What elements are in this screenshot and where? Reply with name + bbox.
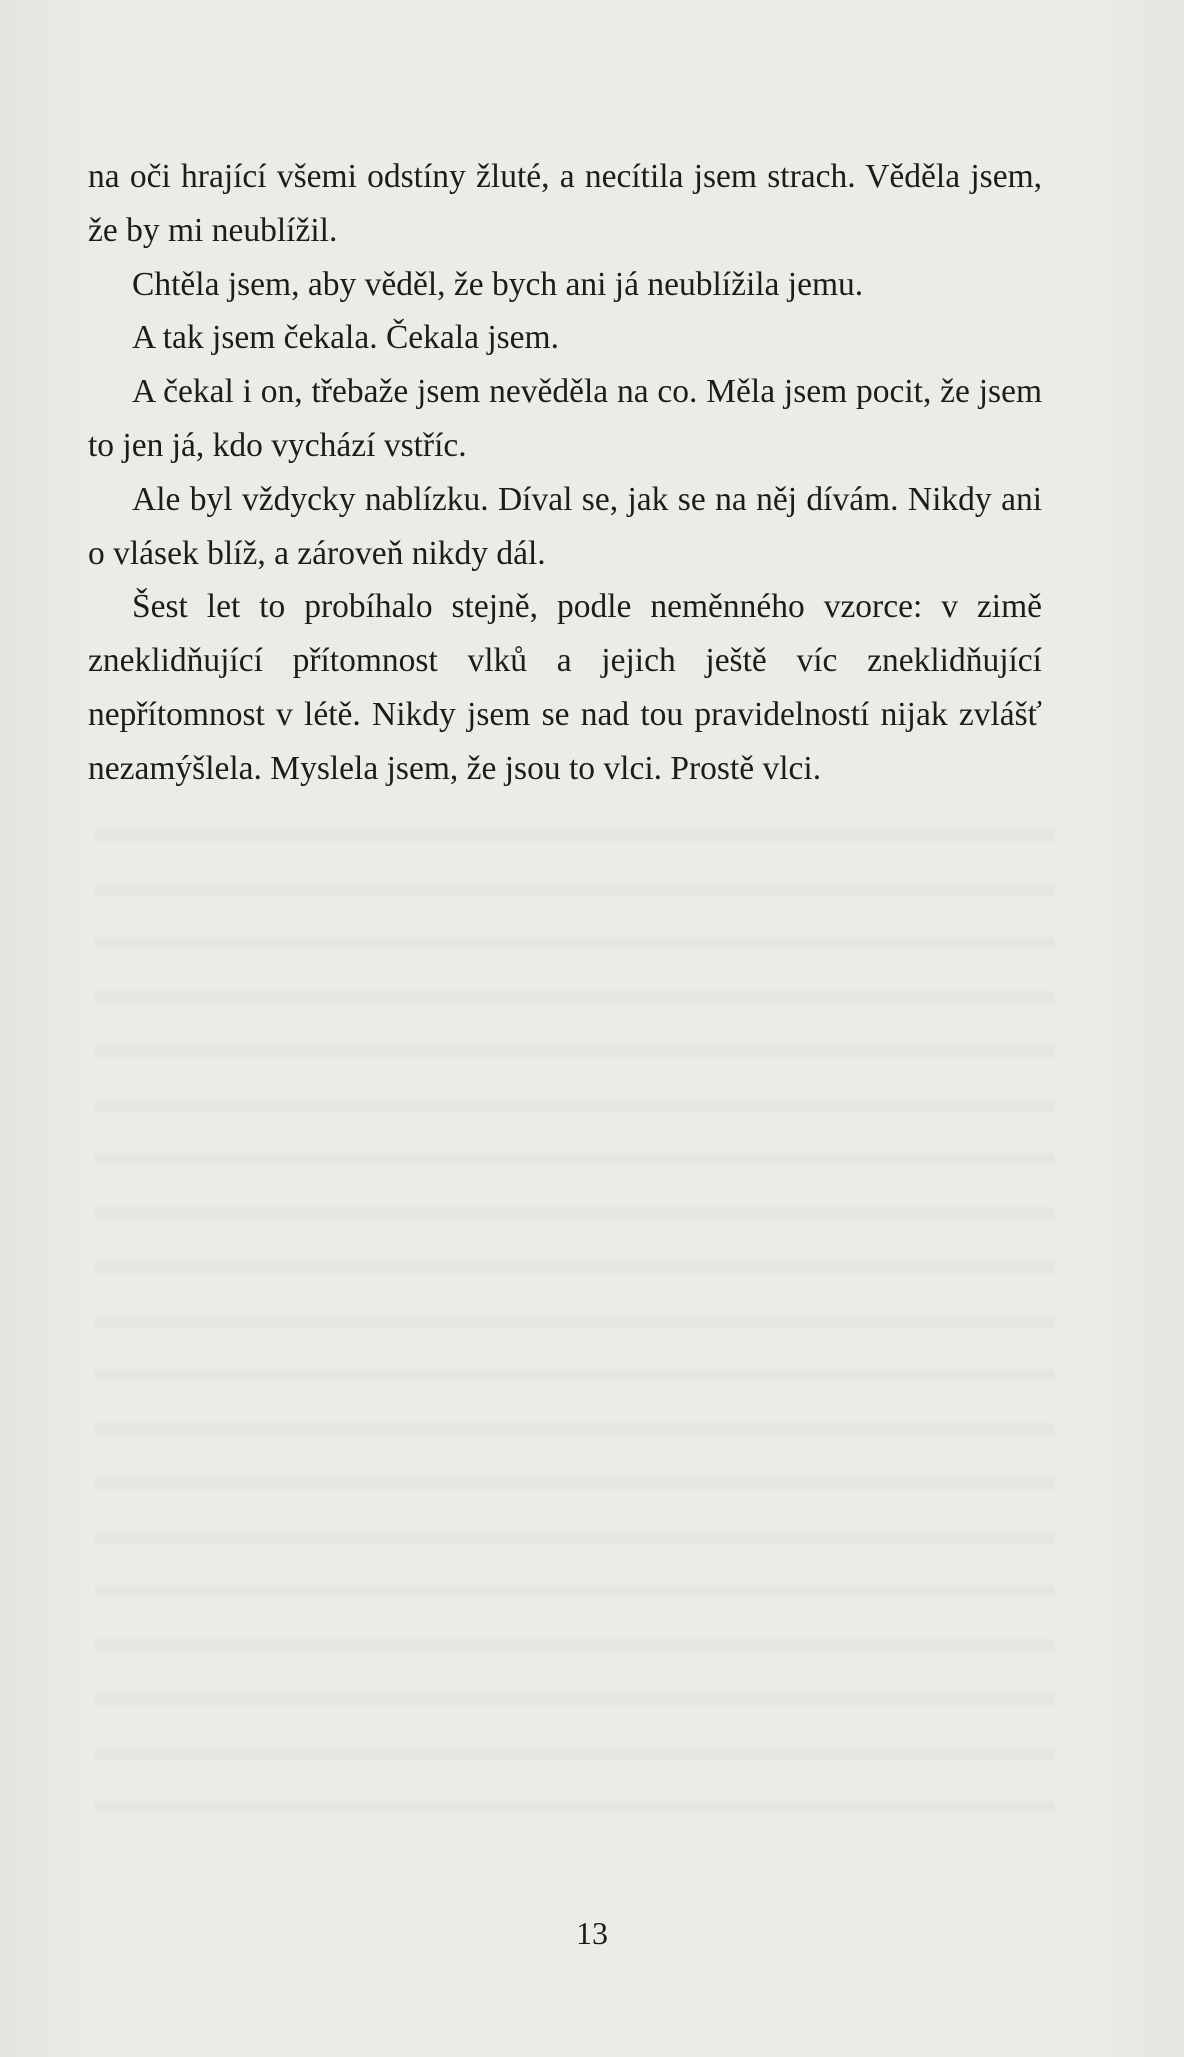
paragraph-4: A čekal i on, třebaže jsem nevěděla na co. Měla jsem pocit, že jsem to jen já, kdo vychází vstříc. (88, 373, 1042, 464)
paragraph-3: A tak jsem čekala. Čekala jsem. (132, 319, 559, 357)
paragraph-2: Chtěla jsem, aby věděl, že bych ani já neublížila jemu. (132, 265, 864, 303)
body-text (88, 150, 1042, 796)
paragraph-1: na oči hrající všemi odstíny žluté, a necítila jsem strach. Věděla jsem, že by mi neublížil. (88, 158, 1042, 249)
bleed-through-text (95, 800, 1055, 1850)
paragraph-5: Ale byl vždycky nablízku. Díval se, jak se na něj dívám. Nikdy ani o vlásek blíž, a zároveň nikdy dál. (88, 480, 1042, 572)
page-number: 13 (576, 1915, 608, 1951)
paragraph-6: Šest let to probíhalo stejně, podle neměnného vzorce: v zimě zneklidňující přítomnost vlků a jejich ještě víc zneklidňující nepřítomnost v létě. Nikdy jsem se nad tou pravidelností nijak zvlášť nezamýšlela. Myslela jsem, že jsou to vlci. Prostě vlci. (88, 588, 1042, 787)
